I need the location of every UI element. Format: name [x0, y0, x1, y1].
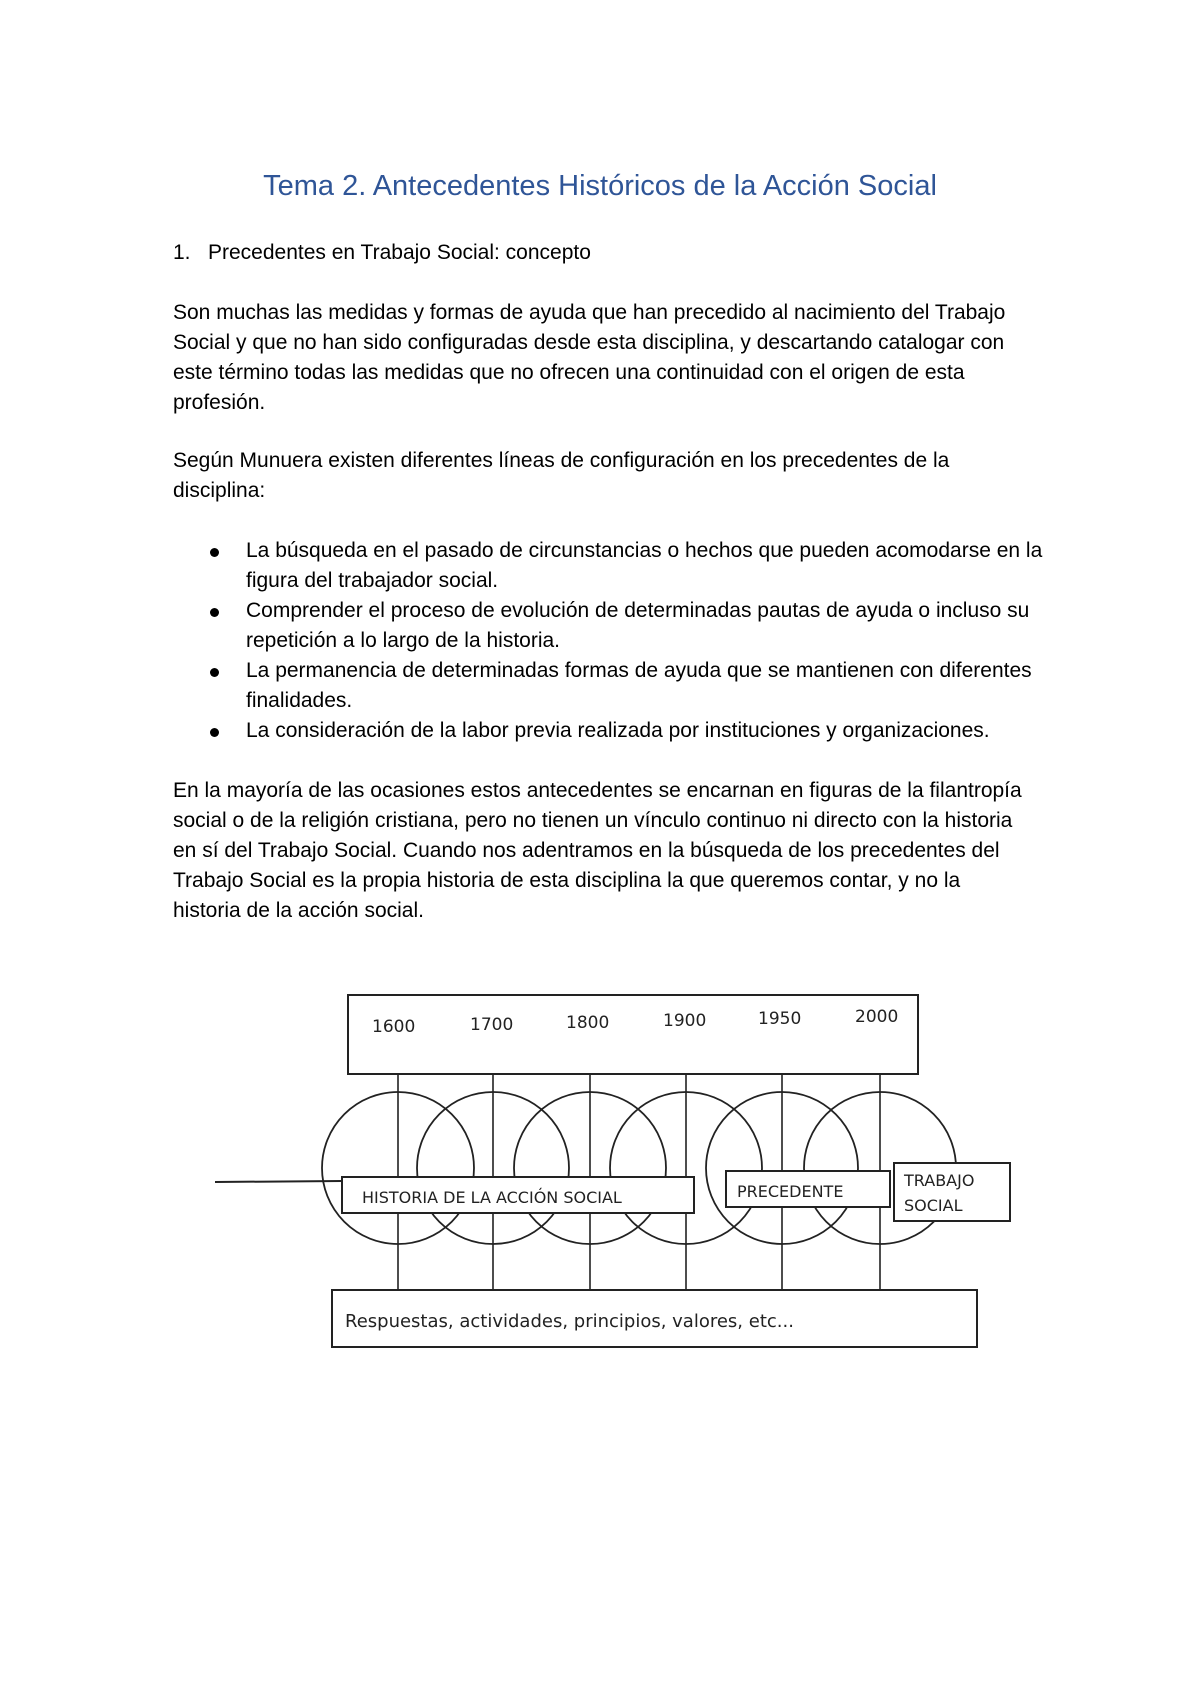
- axis-line: [215, 1181, 342, 1182]
- section-number: 1.: [173, 241, 191, 264]
- section-heading-text: Precedentes en Trabajo Social: concepto: [208, 241, 591, 264]
- list-item-text: La consideración de la labor previa realizada por instituciones y organizaciones.: [246, 719, 990, 742]
- list-item-text: Comprender el proceso de evolución de determinadas pautas de ayuda o incluso su repetición a lo largo de la historia.: [246, 599, 1030, 652]
- paragraph-conclusion: En la mayoría de las ocasiones estos antecedentes se encarnan en figuras de la filantropía social o de la religión cristiana, pero no tienen un vínculo continuo ni directo con la historia en sí del Trabajo Social. Cuando nos adentramos en la búsqueda de los precedentes del Trabajo Social es la propia historia de esta disciplina la que queremos contar, y no la historia de la acción social.: [173, 779, 1022, 922]
- year-label: 2000: [855, 1007, 899, 1027]
- year-label: 1950: [758, 1009, 802, 1029]
- precedente-label: PRECEDENTE: [737, 1182, 844, 1201]
- respuestas-label: Respuestas, actividades, principios, valores, etc...: [345, 1311, 794, 1332]
- page-title: Tema 2. Antecedentes Históricos de la Acción Social: [263, 170, 937, 202]
- year-label: 1600: [372, 1017, 416, 1037]
- paragraph-munuera: Según Munuera existen diferentes líneas de configuración en los precedentes de la disciplina:: [173, 449, 950, 502]
- years-box: [348, 995, 918, 1074]
- year-label: 1800: [566, 1013, 610, 1033]
- year-label: 1900: [663, 1011, 707, 1031]
- list-item-text: La permanencia de determinadas formas de ayuda que se mantienen con diferentes finalidades.: [246, 659, 1032, 712]
- circle-chain: [322, 1092, 956, 1244]
- trabajo-label: TRABAJO: [904, 1171, 975, 1190]
- list-item-text: La búsqueda en el pasado de circunstancias o hechos que pueden acomodarse en la figura del trabajador social.: [246, 539, 1043, 592]
- social-label: SOCIAL: [904, 1196, 963, 1215]
- paragraph-intro: Son muchas las medidas y formas de ayuda que han precedido al nacimiento del Trabajo Social y que no han sido configuradas desde esta disciplina, y descartando catalogar con este término todas las medidas que no ofrecen una continuidad con el origen de esta profesión.: [173, 301, 1006, 414]
- year-label: 1700: [470, 1015, 514, 1035]
- historia-label: HISTORIA DE LA ACCIÓN SOCIAL: [362, 1188, 622, 1207]
